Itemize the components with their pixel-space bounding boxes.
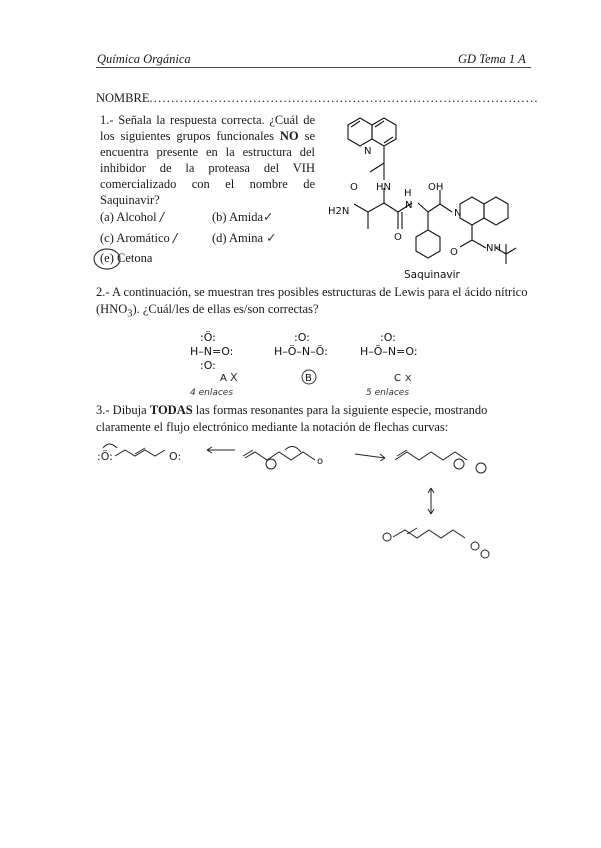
course-title: Química Orgánica [97, 52, 191, 66]
atom-o1: O [350, 182, 358, 193]
resonance-drawings [95, 440, 505, 560]
q2-text: A continuación, se muestran tres posibles estructuras de Lewis para el ácido nítrico (HNO [96, 285, 528, 316]
structure-a-label: A [220, 373, 227, 384]
structure-b-label: B [305, 373, 312, 384]
name-line [96, 91, 539, 106]
atom-o2: O [394, 232, 402, 243]
q1-emphasis: NO [279, 129, 299, 143]
svg-text:O:: O: [169, 450, 182, 463]
option-c [100, 230, 177, 246]
structure-a-note: X [230, 371, 238, 384]
lewis-structure-a [190, 331, 233, 372]
svg-text::O:: :O: [294, 331, 310, 344]
q2-text-2: ). ¿Cuál/les de ellas es/son correctas? [132, 302, 319, 316]
atom-n-amide: N [405, 200, 413, 211]
lewis-structure-c [360, 331, 418, 358]
svg-text::Ö:: :Ö: [97, 450, 113, 463]
question-1 [100, 112, 315, 208]
option-c-label: (c) Aromático [100, 231, 170, 245]
svg-text::Ö:: :Ö: [200, 331, 216, 344]
svg-text:H–Ö–N=O:: H–Ö–N=O: [360, 345, 418, 358]
q2-number: 2.- [96, 285, 110, 299]
q3-text-2: las formas resonantes para la siguiente especie, mostrando claramente el flujo electrónico mediante la notación de flechas curvas: [96, 403, 488, 434]
q1-text: Señala la respuesta correcta. ¿Cuál de los siguientes grupos funcionales [100, 113, 316, 143]
svg-text::O:: :O: [380, 331, 396, 344]
name-label: NOMBRE [96, 91, 150, 105]
resonance-structure-1 [97, 444, 181, 463]
lewis-structure-b [274, 331, 328, 358]
option-b [212, 209, 274, 225]
option-b-mark: ✓ [263, 209, 274, 224]
option-d-mark: ✓ [266, 230, 277, 245]
question-3 [96, 402, 532, 436]
document-code: GD Tema 1 A [458, 52, 526, 66]
structure-caption: Saquinavir [404, 269, 460, 281]
q3-number: 3.- [96, 403, 110, 417]
atom-oh: OH [428, 182, 444, 193]
option-c-mark: / [172, 230, 178, 245]
option-d-label: (d) Amina [212, 231, 264, 245]
answer-circle-icon [92, 247, 122, 271]
atom-n-ring: N [454, 208, 462, 219]
resonance-structure-3 [395, 450, 486, 473]
atom-h: H [404, 188, 412, 199]
option-a-label: (a) Alcohol [100, 210, 157, 224]
option-a [100, 209, 164, 225]
option-a-mark: / [159, 209, 164, 224]
q1-text-2: se encuentra presente en la estructura del inhibidor de la proteasa del VIH comercializado con el nombre de Saquinavir? [100, 129, 315, 207]
atom-h2n: H2N [328, 206, 350, 217]
atom-nh: NH [486, 243, 501, 254]
name-blank: .......................................................................................... [149, 91, 539, 105]
svg-text:H–Ö–N–Ö:: H–Ö–N–Ö: [274, 345, 328, 358]
header-divider [96, 67, 531, 68]
atom-hn: HN [376, 182, 391, 193]
atom-n-quinoline: N [364, 146, 372, 157]
structure-a-handwriting: 4 enlaces [190, 388, 234, 398]
question-2 [96, 284, 532, 323]
svg-text:H–N=O:: H–N=O: [190, 345, 234, 358]
option-e-label: (e) Cetona [100, 251, 153, 265]
saquinavir-structure [320, 108, 540, 283]
lewis-structures [190, 325, 430, 400]
structure-c-note: x [405, 371, 412, 384]
svg-text:o: o [317, 456, 324, 467]
resonance-structure-2 [243, 446, 323, 469]
option-b-label: (b) Amida [212, 210, 264, 224]
q3-emphasis: TODAS [149, 403, 193, 417]
atom-o3: O [450, 247, 458, 258]
structure-c-label: C [394, 373, 401, 384]
option-d [212, 230, 277, 246]
svg-text::O:: :O: [200, 359, 216, 372]
q2-subscript: 3 [127, 308, 133, 320]
q1-number: 1.- [100, 113, 114, 127]
structure-c-handwriting: 5 enlaces [366, 388, 410, 398]
resonance-structure-4 [383, 528, 489, 558]
q3-text-1: Dibuja [112, 403, 147, 417]
